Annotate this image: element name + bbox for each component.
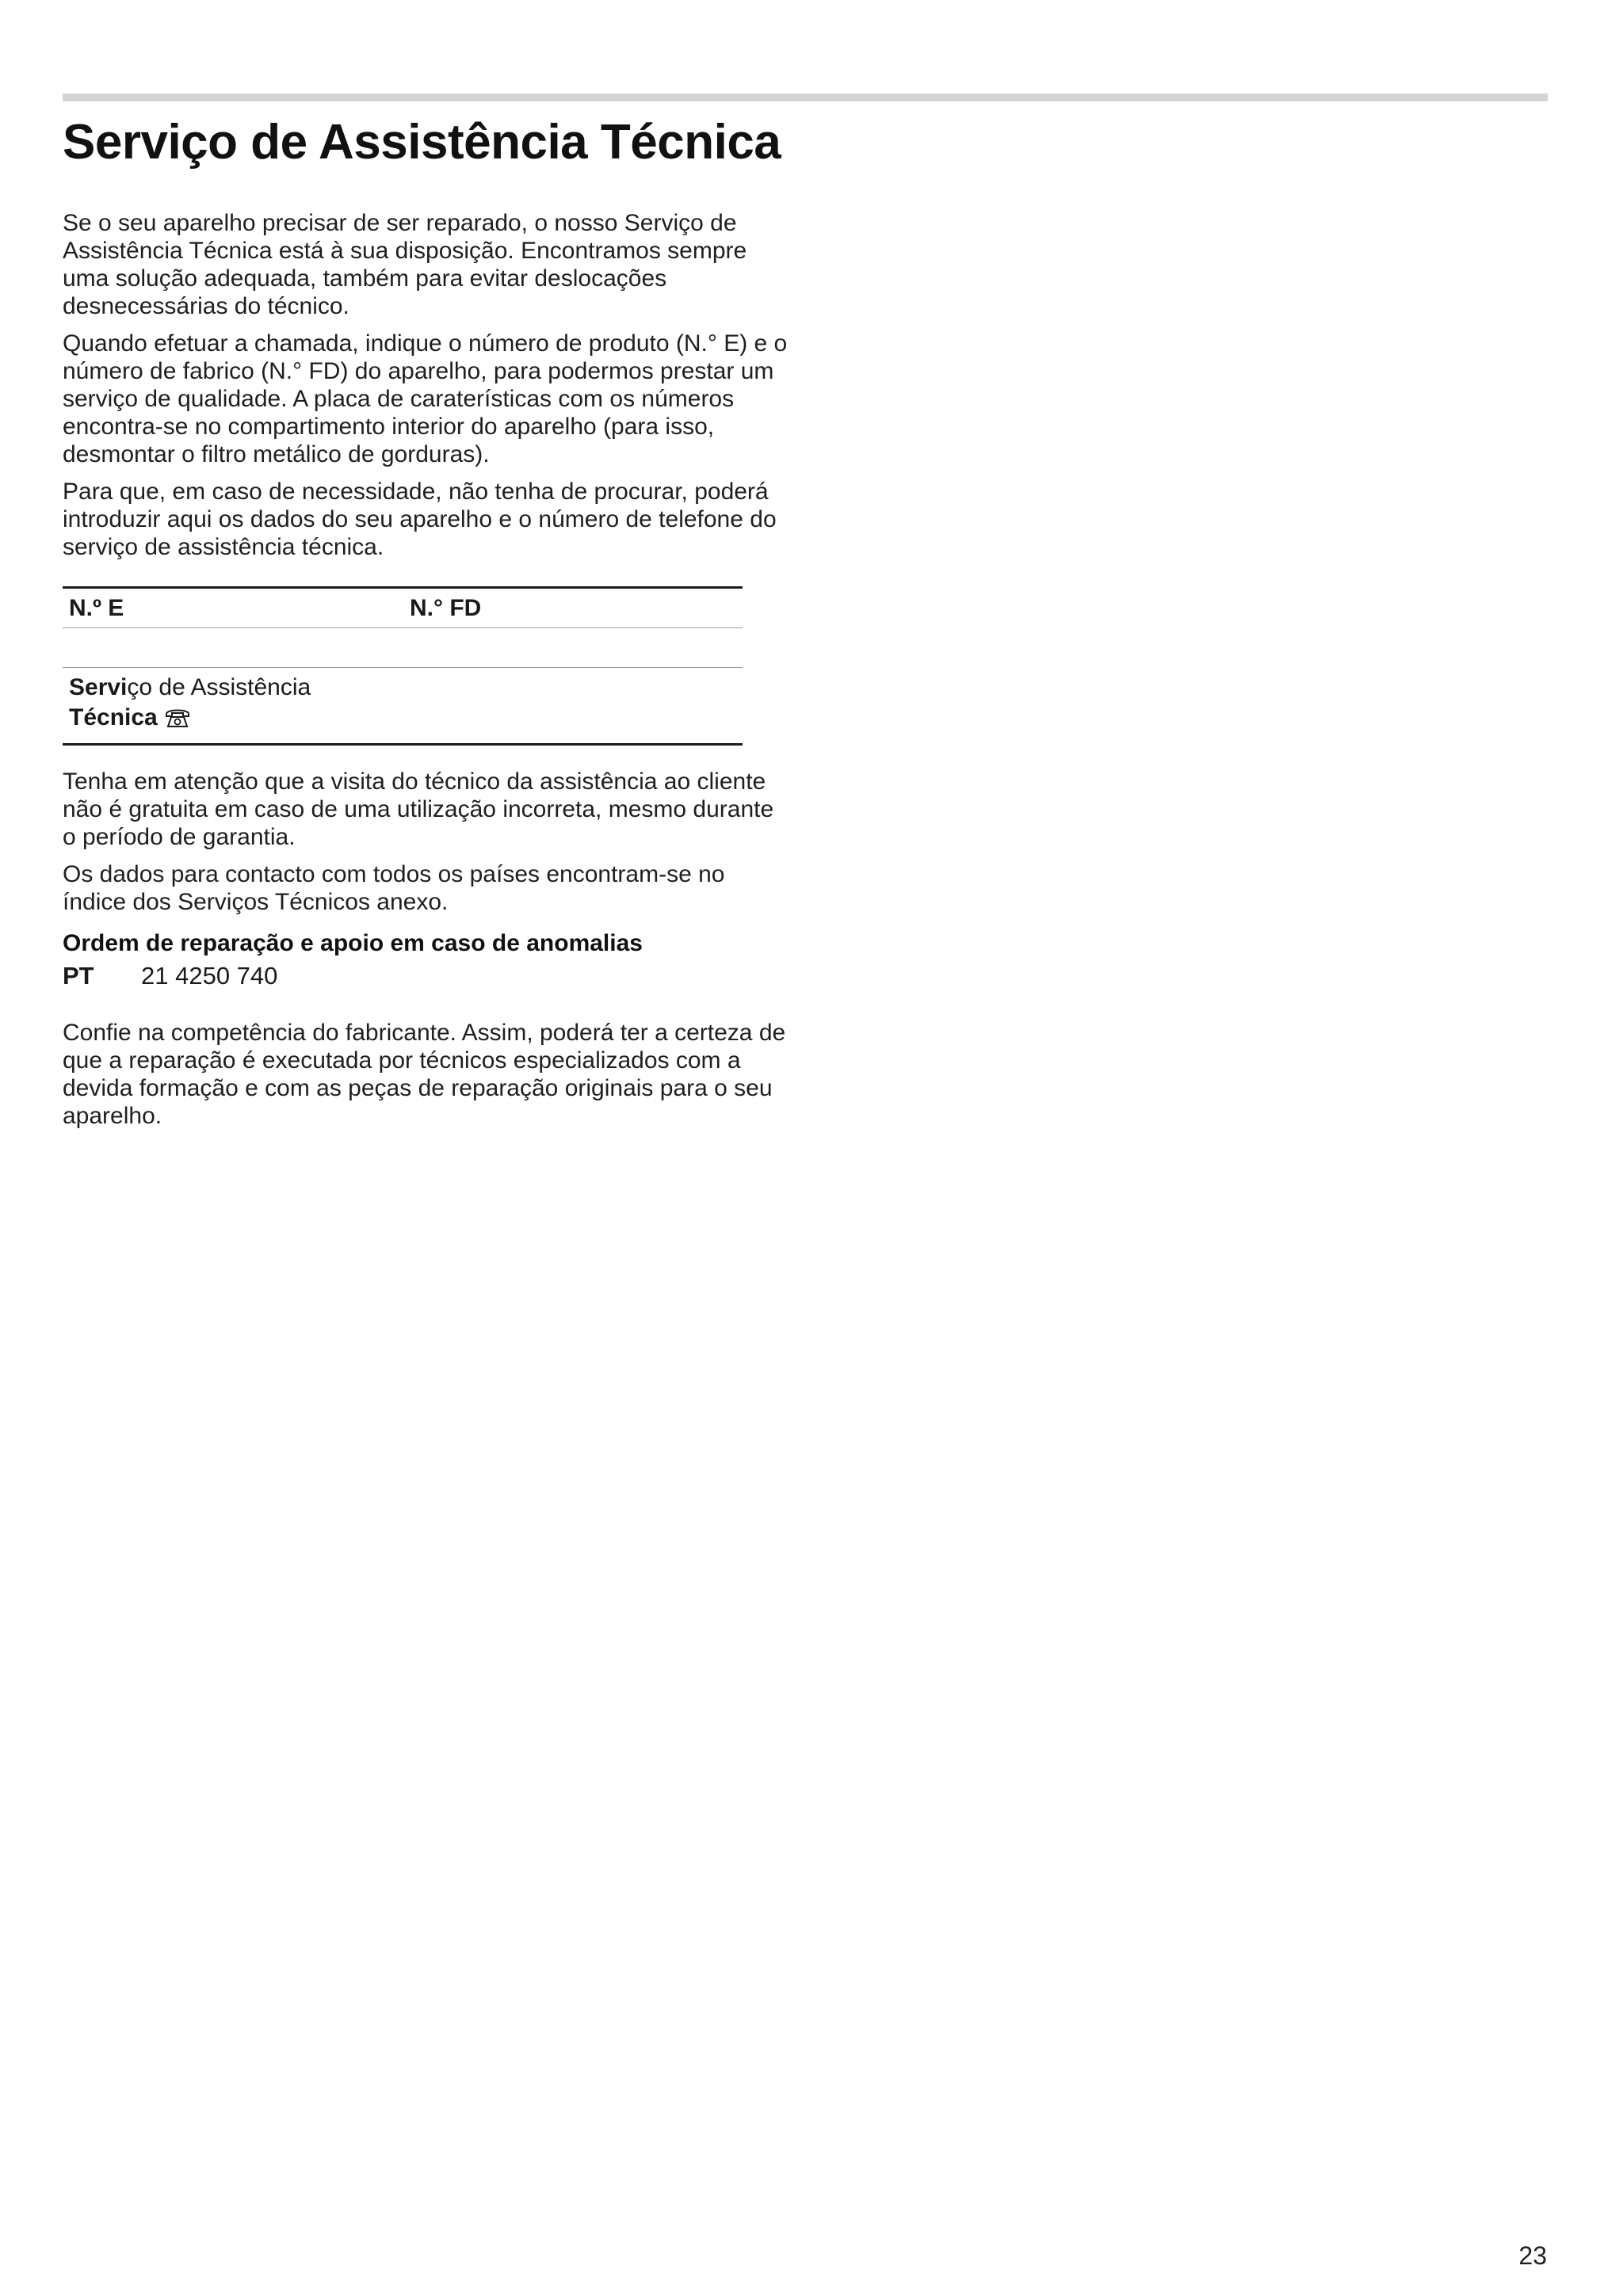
table-row-numbers [63,589,743,628]
paragraph-call-info: Quando efetuar a chamada, indique o número de produto (N.° E) e o número de fabrico (N.° FD) do aparelho, para podermos prestar um serviço de qualidade. A placa de caraterísticas com os números encontra-se no compartimento interior do aparelho (para isso, desmontar o filtro metálico de gorduras). [63,330,788,467]
paragraph-visit-cost: Tenha em atenção que a visita do técnico da assistência ao cliente não é gratuita em caso de uma utilização incorreta, mesmo durante o período de garantia. [63,769,774,850]
paragraph-trust: Confie na competência do fabricante. Assim, poderá ter a certeza de que a reparação é executada por técnicos especializados com a devida formação e com as peças de reparação originais para o seu aparelho. [63,1020,786,1129]
contact-country-code: PT [63,962,94,990]
service-label-line2 [69,703,743,737]
telephone-icon [164,707,191,737]
e-number-label: N.º E [69,594,124,621]
fd-number-label: N.° FD [410,594,482,621]
paragraph-contacts: Os dados para contacto com todos os países encontram-se no índice dos Serviços Técnicos anexo. [63,861,725,915]
contact-row [63,959,792,994]
table-row-service [63,668,743,743]
contact-phone-number: 21 4250 740 [141,962,278,990]
repair-heading: Ordem de reparação e apoio em caso de anomalias [63,930,643,956]
service-label-bold: Servi [69,674,128,700]
service-label-regular: ço de Assistência [127,674,311,700]
paragraph-record-data: Para que, em caso de necessidade, não tenha de procurar, poderá introduzir aqui os dados do seu aparelho e o número de telefone do serviço de assistência técnica. [63,479,777,560]
appliance-data-table [63,586,743,746]
service-label-line1 [69,673,743,703]
document-body [63,101,792,1130]
page-title: Serviço de Assistência Técnica [63,115,781,170]
top-rule [63,93,1548,101]
paragraph-intro: Se o seu aparelho precisar de ser reparado, o nosso Serviço de Assistência Técnica está à sua disposição. Encontramos sempre uma solução adequada, também para evitar deslocações desnecessárias do técnico. [63,210,747,319]
service-label-technica: Técnica [69,704,158,730]
table-row-blank [63,628,743,668]
page-number: 23 [1518,2241,1547,2270]
